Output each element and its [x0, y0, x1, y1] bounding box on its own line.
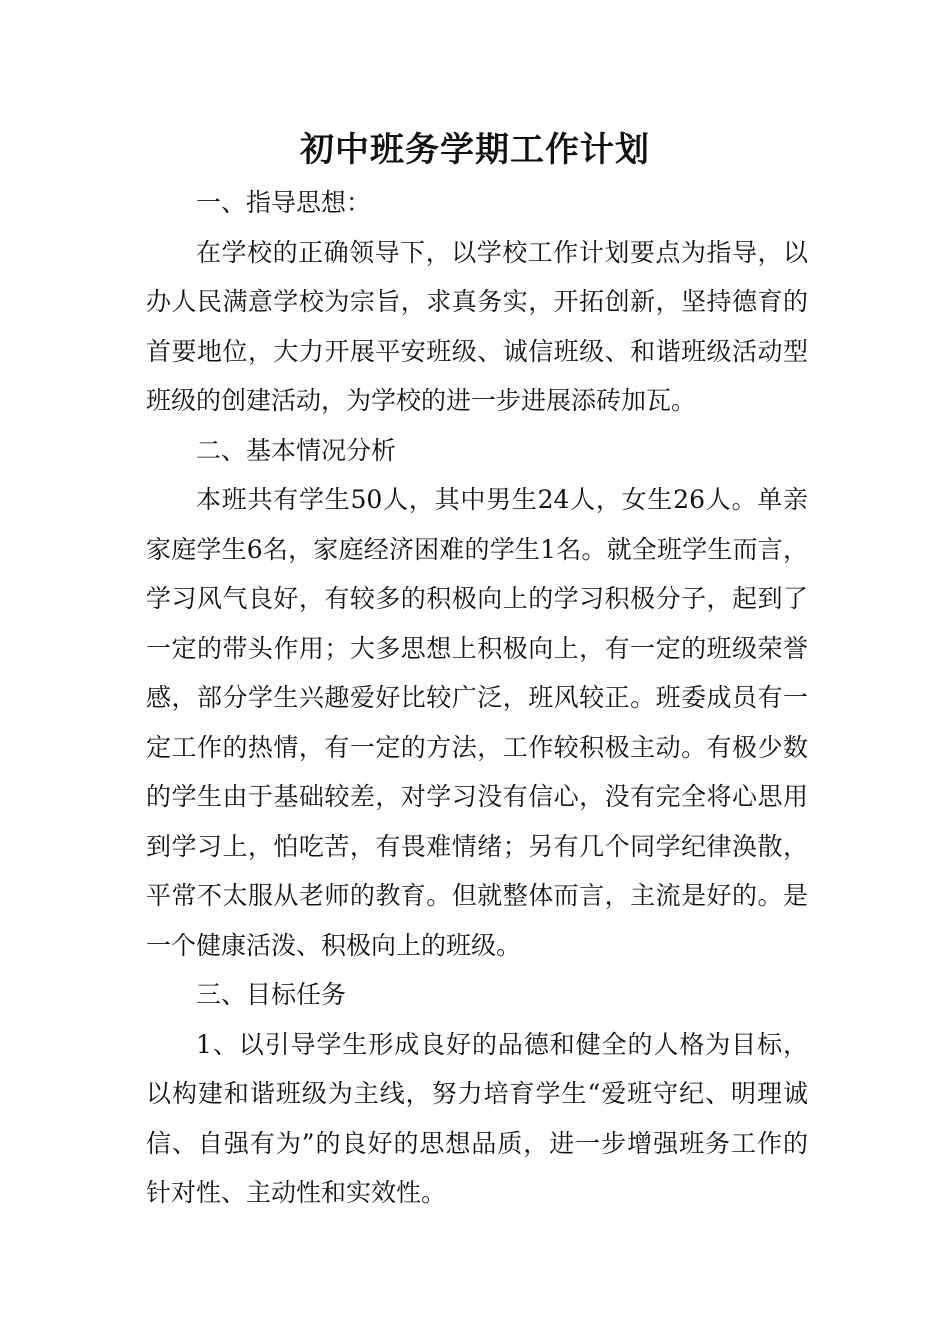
- section-heading-guiding-ideology: 一、指导思想：: [196, 188, 372, 217]
- paragraph-situation-analysis: 本班共有学生50人，其中男生24人，女生26人。单亲家庭学生6名，家庭经济困难的学生1名。就全班学生而言，学习风气良好，有较多的积极向上的学习积极分子，起到了一定的带头作用；大多思想上积极向上，有一定的班级荣誉感，部分学生兴趣爱好比较广泛，班风较正。班委成员有一定工作的热情，有一定的方法，工作较积极主动。有极少数的学生由于基础较差，对学习没有信心，没有完全将心思用到学习上，怕吃苦，有畏难情绪；另有几个同学纪律涣散，平常不太服从老师的教育。但就整体而言，主流是好的。是一个健康活泼、积极向上的班级。: [146, 485, 808, 960]
- document-body: [146, 178, 808, 1218]
- section-heading-goals: 三、目标任务: [196, 980, 347, 1009]
- section-heading-situation-analysis: 二、基本情况分析: [196, 435, 397, 465]
- paragraph-guiding-ideology: 在学校的正确领导下，以学校工作计划要点为指导，以办人民满意学校为宗旨，求真务实，开拓创新，坚持德育的首要地位，大力开展平安班级、诚信班级、和谐班级活动型班级的创建活动，为学校的进一步进展添砖加瓦。: [146, 237, 808, 415]
- paragraph-goal-1: 1、以引导学生形成良好的品德和健全的人格为目标，以构建和谐班级为主线，努力培育学生“爱班守纪、明理诚信、自强有为”的良好的思想品质，进一步增强班务工作的针对性、主动性和实效性。: [146, 1029, 808, 1207]
- document-title: 初中班务学期工作计划: [300, 130, 650, 170]
